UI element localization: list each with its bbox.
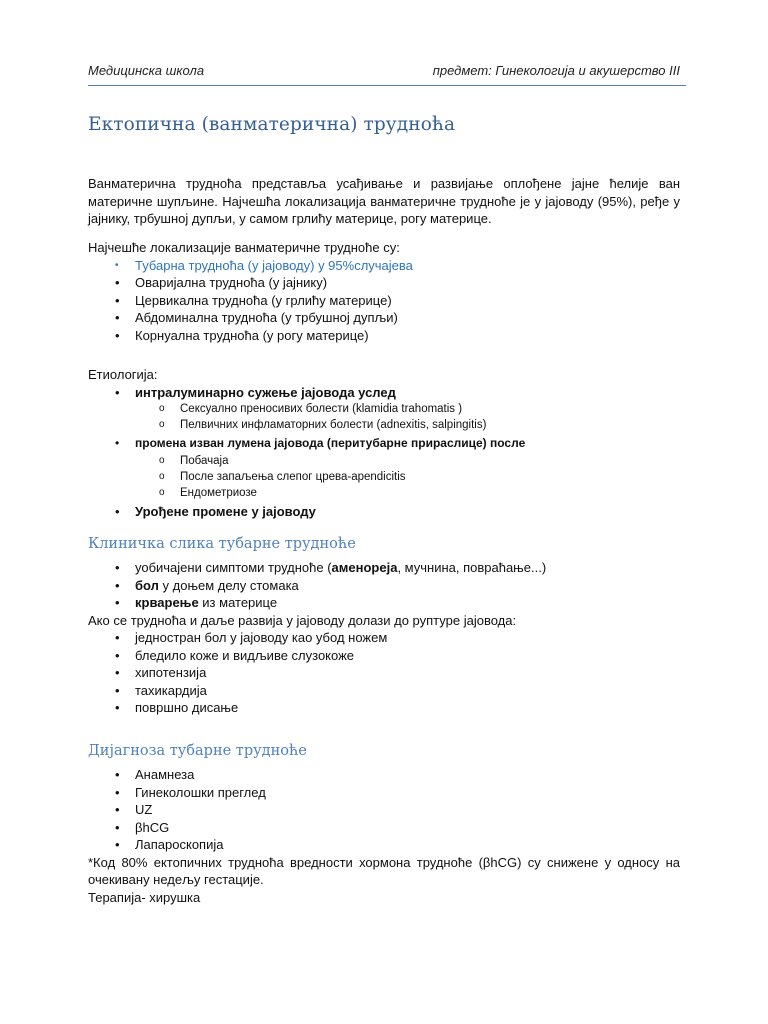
sub-bullet-icon: o [159,486,165,498]
page-title: Ектопична (ванматерична) трудноћа [88,114,456,135]
bullet-icon: • [115,665,120,680]
bullet-icon: • [115,259,119,271]
clinical-section [88,559,680,717]
header-school: Медицинска школа [88,63,205,78]
etiology-list [88,384,680,521]
etiology-group: • Урођене промене у јајоводу [115,503,316,519]
etiology-heading: Етиологија: [88,367,158,382]
bullet-icon: • [115,802,120,817]
bullet-icon: • [115,436,120,450]
localizations-heading: Најчешће локализације ванматеричне трудноће су: [88,240,400,255]
rupture-list [88,629,680,717]
bullet-icon: • [115,784,120,800]
rupture-text: Ако се трудноћа и даље развија у јајоводу долази до руптуре јајовода: [88,612,517,628]
etiology-group: • промена изван лумена јајовода (перитубарне прираслице) после [88,433,680,453]
bullet-icon: • [115,503,120,519]
list-item: • хипотензија [115,665,207,680]
list-item: • тахикардија [115,682,207,698]
diagnosis-section [88,766,680,906]
etiology-subitem: o Пелвичних инфламаторних болести (adnexitis, salpingitis) [159,419,487,431]
bullet-icon: • [115,647,120,663]
clinical-heading: Клиничка слика тубарне трудноће [88,536,356,552]
list-item: • бол у доњем делу стомака [115,577,299,593]
sub-bullet-icon: o [159,454,165,466]
diagnosis-list [88,766,680,854]
list-item: • бледило коже и видљиве слузокоже [115,647,355,663]
localizations-list [88,257,680,345]
intro-paragraph: Ванматерична трудноћа представља усађивање и развијање оплођене јајне ћелије ван материчне шупљине. Најчешћа локализација ванматеричне трудноће је у јајоводу (95%), ређе у јајнику, трбушној дупљи, у самом грлићу материце, рогу материце. [88,176,680,226]
list-item: • Корнуална трудноћа (у рогу материце) [115,327,369,343]
bullet-icon: • [115,577,120,593]
list-item: • Лапароскопија [115,837,224,852]
diagnosis-note: *Код 80% ектопичних трудноћа вредности хормона трудноће (βhCG) су снижене у односу на очекивану недељу гестације. [88,854,680,887]
list-item: • UZ [115,802,153,817]
bullet-icon: • [115,630,120,645]
bullet-icon: • [115,767,120,782]
bullet-icon: • [115,384,120,400]
bullet-icon: • [115,700,120,715]
etiology-subitem: o Побачаја [159,454,229,467]
list-item: • једностран бол у јајоводу као убод ножем [115,630,388,645]
bullet-icon: • [115,292,120,308]
bullet-icon: • [115,327,120,343]
list-item: • Анамнеза [115,767,195,782]
list-item: • Абдоминална трудноћа (у трбушној дупљи) [115,310,398,325]
list-item: • Гинеколошки преглед [115,784,266,800]
list-item: • површно дисање [115,700,239,715]
sub-bullet-icon: o [159,419,165,430]
sub-bullet-icon: o [159,403,165,414]
localizations-section [88,239,680,344]
header-rule [88,85,686,86]
sub-bullet-icon: o [159,470,165,482]
bullet-icon: • [115,560,120,575]
header-subject: предмет: Гинекологија и акушерство III [432,63,680,78]
list-item: • Тубарна трудноћа (у јајоводу) у 95%случајева [115,257,413,273]
list-item: • Оваријална трудноћа (у јајнику) [115,275,328,290]
list-item: • крварење из материце [115,595,278,610]
bullet-icon: • [115,819,120,835]
bullet-icon: • [115,682,120,698]
symptoms-list [88,559,680,612]
bullet-icon: • [115,595,120,610]
list-item: • βhCG [115,819,170,835]
etiology-section [88,366,680,520]
list-item: • Цервикална трудноћа (у грлићу материце) [115,292,392,308]
etiology-subitem: o Ендометриозе [159,486,257,499]
etiology-subitem: o Сексуално преносивих болести (klamidia trahomatis ) [159,403,463,415]
list-item: • уобичајени симптоми трудноће (аменореја, мучнина, повраћање...) [115,560,547,575]
bullet-icon: • [115,275,120,290]
etiology-group: • интралуминарно сужење јајовода услед [115,384,396,400]
bullet-icon: • [115,310,120,325]
page-header [88,62,680,80]
therapy-text: Терапија- хирушка [88,889,201,905]
etiology-subitem: o После запаљења слепог црева-apendicitis [159,470,406,483]
bullet-icon: • [115,837,120,852]
diagnosis-heading: Дијагноза тубарне трудноће [88,743,307,759]
